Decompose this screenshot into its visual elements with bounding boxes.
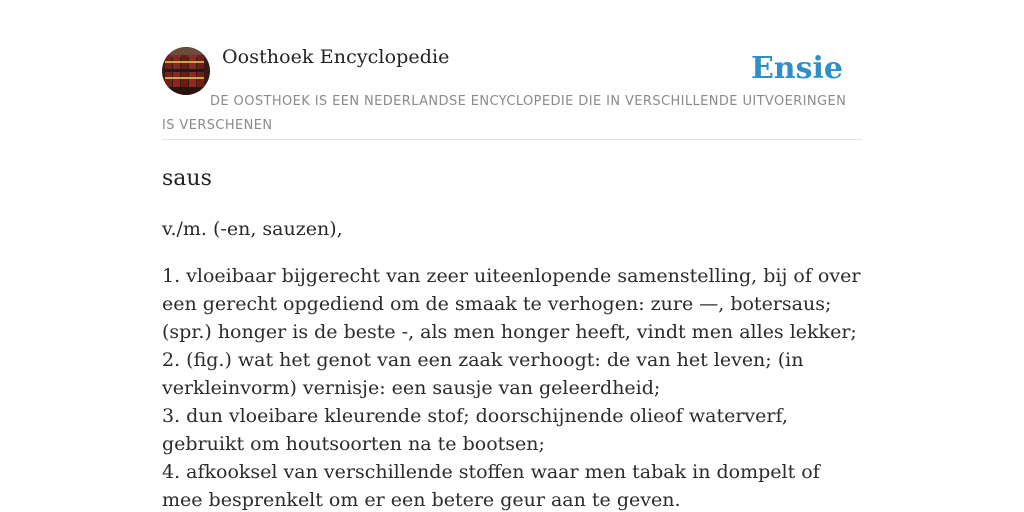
entry-title: saus [162, 166, 212, 191]
publication-name[interactable]: Oosthoek Encyclopedie [222, 46, 450, 68]
definition-item: 4. afkooksel van verschillende stoffen waar men tabak in dompelt of mee besprenkelt om er een betere geur aan te geven. [162, 461, 820, 511]
definition-item: 1. vloeibaar bijgerecht van zeer uiteenlopende samenstelling, bij of over een gerecht opgediend om de smaak te verhogen: zure —, botersaus; (spr.) honger is de beste -, als men honger heeft, vindt men alles lekker; [162, 265, 861, 343]
brand-logo[interactable]: Ensie [750, 51, 843, 86]
encyclopedia-books-icon [162, 47, 210, 95]
dictionary-entry [162, 163, 862, 512]
entry-grammar: v./m. (-en, sauzen), [162, 218, 343, 240]
publication-avatar[interactable] [162, 47, 210, 95]
header [162, 46, 862, 140]
definition-item: 3. dun vloeibare kleurende stof; doorschijnende olieof waterverf, gebruikt om houtsoorten na te bootsen; [162, 405, 788, 455]
publication-tagline: DE OOSTHOEK IS EEN NEDERLANDSE ENCYCLOPEDIE DIE IN VERSCHILLENDE UITVOERINGEN IS VERSCHENEN [162, 94, 847, 133]
definition-item: 2. (fig.) wat het genot van een zaak verhoogt: de van het leven; (in verkleinvorm) vernisje: een sausje van geleerdheid; [162, 349, 804, 399]
definition-list [162, 262, 862, 512]
